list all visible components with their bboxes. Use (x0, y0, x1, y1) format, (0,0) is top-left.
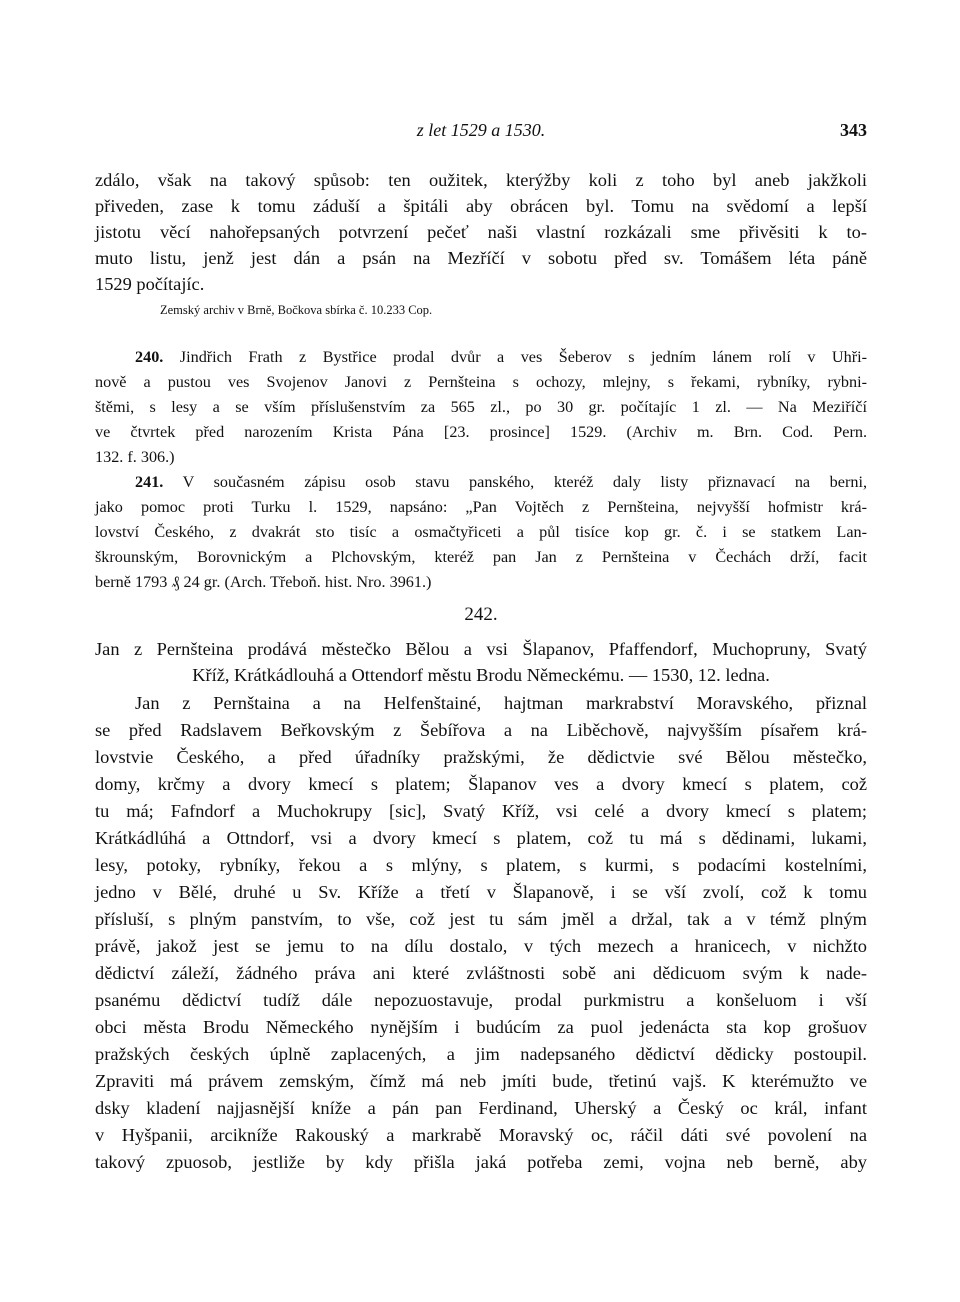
text-line: obci města Brodu Německého nynějším i budúcím za puol jedenácta sta kop grošuov (95, 1017, 867, 1037)
text-line: dsky kladení najjasnější kníže a pán pan Ferdinand, Uherský a Český oc král, infant (95, 1098, 867, 1118)
text-line: lovstvie Českého, a před úřadníky pražskými, že dědictvie své Bělou městečko, (95, 747, 867, 767)
summary-line: Kříž, Krátkádlouhá a Ottendorf městu Brodu Německému. — 1530, 12. ledna. (192, 665, 770, 685)
text-line: škrounským, Borovnickým a Plchovským, kteréž pan Jan z Pernšteina v Čechách drží, facit (95, 548, 867, 566)
entry-text: Jindřich Frath z Bystřice prodal dvůr a ves Šeberov s jedním lánem rolí v Uhři- (179, 348, 867, 366)
entry-241-first-line (135, 469, 867, 495)
header-title: z let 1529 a 1530. (416, 120, 546, 140)
text-line: se před Radslavem Beřkovským z Šebířova a na Liběchově, najvyšším písařem krá- (95, 720, 867, 740)
text-line: pražských českých úplně zaplacených, a jim nadepsaného dědictví dědicky postoupil. (95, 1044, 867, 1064)
text-line: 132. f. 306.) (95, 448, 175, 466)
text-line: dědictví záleží, žádného práva ani které zvláštnosti sobě ani dědicuom svým k nade- (95, 963, 867, 983)
text-line: psanému dědictví tudíž dále nepozuostavuje, prodal purkmistru a konšeluom i vší (95, 990, 867, 1010)
text-line: zdálo, však na takový spůsob: ten oužitek, kterýžby koli z toho byl aneb jakžkoli (95, 170, 867, 190)
text-line: 1529 počítajíc. (95, 274, 205, 294)
text-line: právě, jakož jest se jemu to na dílu dostalo, v tých mezech a hranicech, v nichžto (95, 936, 867, 956)
text-line: ve čtvrtek před narozením Krista Pána [23. prosince] 1529. (Archiv m. Brn. Cod. Pern. (95, 423, 867, 441)
text-line: Zpraviti má právem zemským, čímž má neb jmíti bude, třetinú vajš. K kterémužto ve (95, 1071, 867, 1091)
document-number: 242. (464, 604, 498, 625)
text-line: tu má; Fafndorf a Muchokrupy [sic], Svatý Kříž, vsi celé a dvory kmecí s platem; (95, 801, 867, 821)
summary-line: Jan z Pernšteina prodává městečko Bělou a vsi Šlapanov, Pfaffendorf, Muchopruny, Svatý (95, 639, 867, 659)
archive-citation: Zemský archiv v Brně, Bočkova sbírka č. 10.233 Cop. (160, 303, 433, 317)
text-line: muto listu, jenž jest dán a psán na Mezříčí v sobotu před sv. Tomášem léta páně (95, 248, 867, 268)
text-line: lesy, potoky, rybníky, řekou a s mlýny, s platem, s kurmi, s podacími kostelními, (95, 855, 867, 875)
page-number: 343 (840, 120, 867, 140)
text-line: lovství Českého, z dvakrát sto tisíc a osmačtyřiceti a půl tisíce kop gr. č. i se statkem Lan- (95, 523, 867, 541)
text-line: Krátkádlúhá a Ottndorf, vsi a dvory kmecí s platem, což tu má s dědinami, lukami, (95, 828, 867, 848)
running-header (95, 120, 867, 144)
entry-text: V současném zápisu osob stavu panského, kteréž daly listy přiznavací na berni, (182, 473, 867, 491)
text-line: berně 1793 ₰ 24 gr. (Arch. Třeboň. hist. Nro. 3961.) (95, 573, 432, 591)
text-line: nově a pustou ves Svojenov Janovi z Pernšteina s ochozy, mlejny, s řekami, rybníky, rybni- (95, 373, 867, 391)
text-line: domy, krčmy a dvory kmecí s platem; Šlapanov ves a dvory kmecí s platem, což (95, 774, 867, 794)
text-line: jistotu věcí nahořepsaných potvrzení pečeť naši vlastní rozkázali sme přivěsiti k to- (95, 222, 867, 242)
text-line: přiveden, zase k tomu záduší a špitáli aby obrácen byl. Tomu na svědomí a lepší (95, 196, 867, 216)
text-line: štěmi, s lesy a se vším příslušenstvím za 565 zl., po 30 gr. počítajíc 1 zl. — Na Meziříčí (95, 398, 867, 416)
entry-240-first-line (135, 344, 867, 370)
text-line: v Hyšpanii, arcikníže Rakouský a markrabě Moravský oc, ráčil dáti své povolení na (95, 1125, 867, 1145)
text-line: jako pomoc proti Turku l. 1529, napsáno: „Pan Vojtěch z Pernšteina, nejvyšší hofmistr krá- (95, 498, 867, 516)
entry-number: 241. (135, 473, 164, 491)
body-first-line: Jan z Pernštaina a na Helfenštainé, hajtman markrabství Moravského, přiznal (135, 693, 867, 713)
text-line: přísluší, s plným panstvím, to vše, což jest tu sám jměl a držal, tak a v témž plným (95, 909, 867, 929)
entry-number: 240. (135, 348, 164, 366)
text-line: takový zpuosob, jestliže by kdy přišla jaká potřeba zemi, vojna neb berně, aby (95, 1152, 867, 1172)
text-line: jedno v Bělé, druhé u Sv. Kříže a třetí v Šlapanově, i se vší zvolí, což k tomu (95, 882, 867, 902)
